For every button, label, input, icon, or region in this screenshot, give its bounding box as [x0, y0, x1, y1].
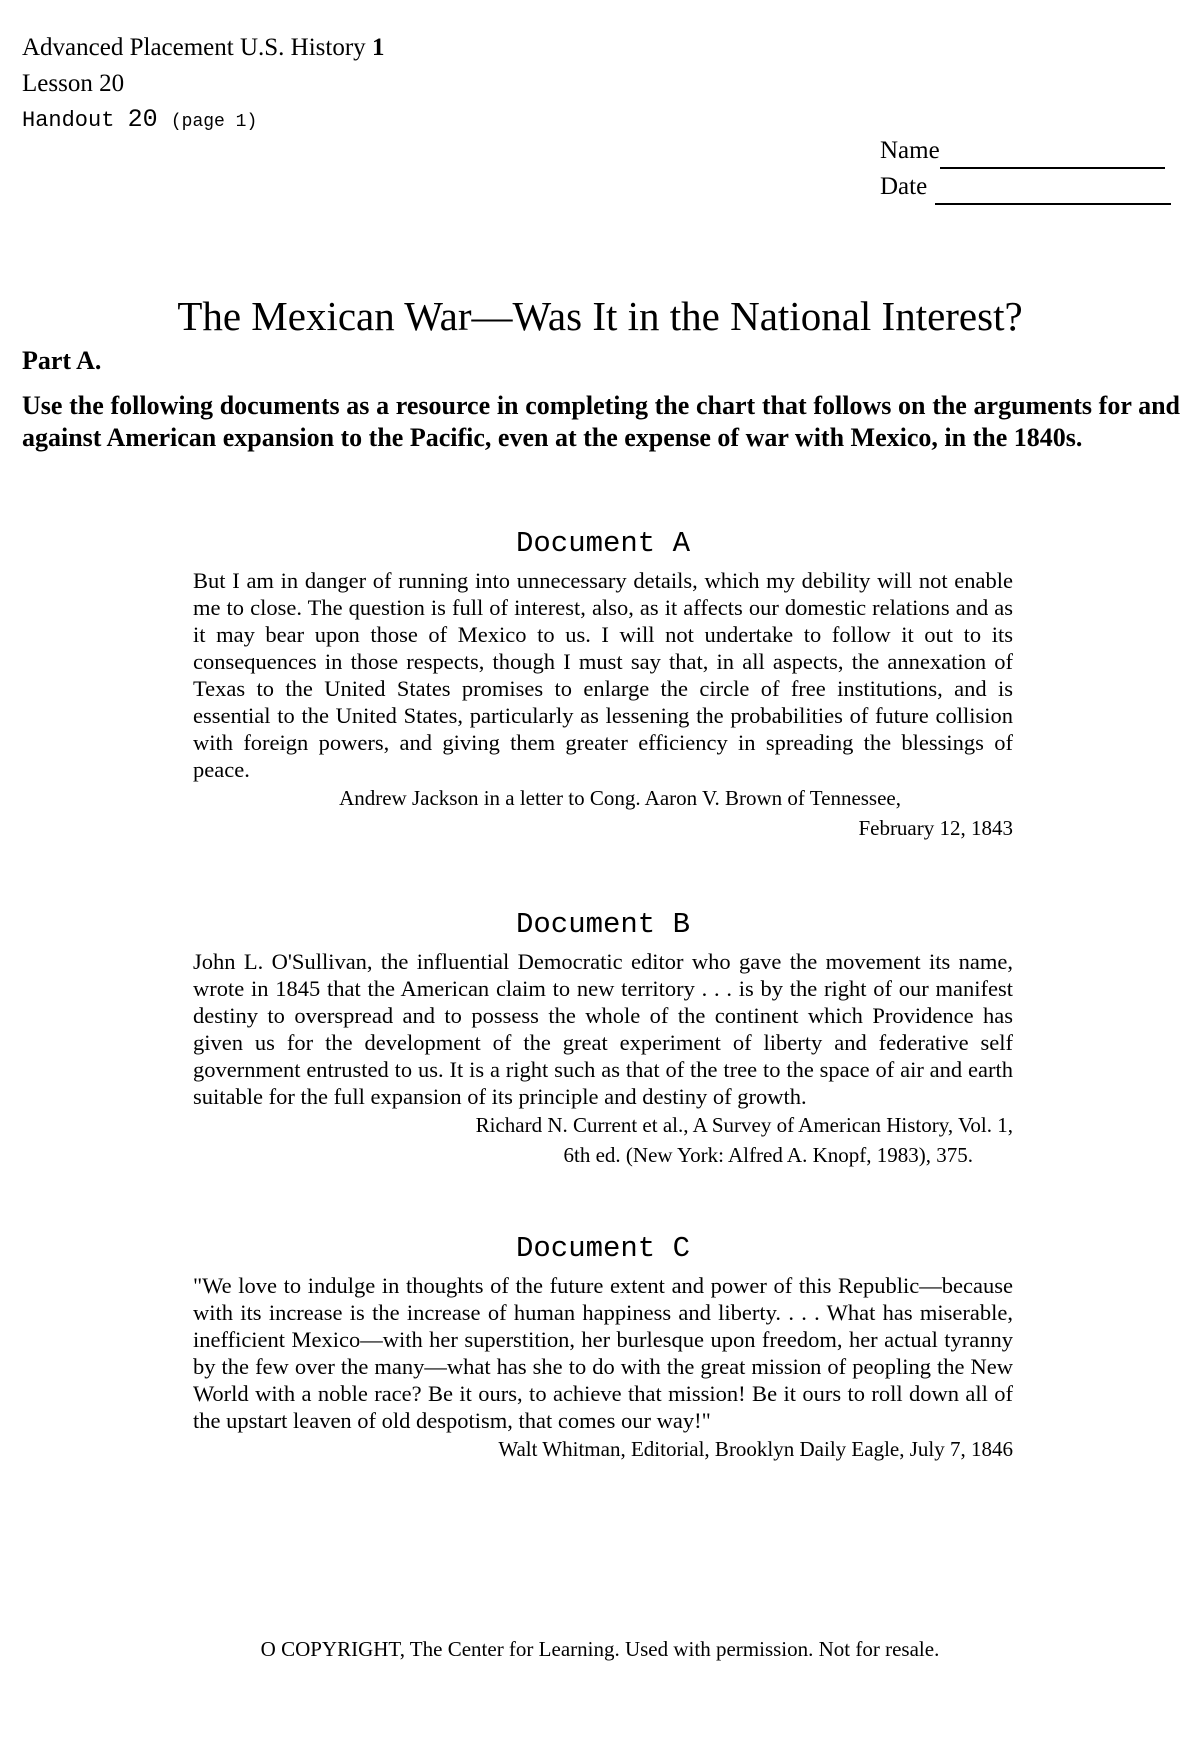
handout-label: Handout [22, 108, 115, 133]
document-c-text: "We love to indulge in thoughts of the future extent and power of this Republic—because with its increase is the increase of human happiness and liberty. . . . What has miserable, inefficient Mexico—with her superstition, her burlesque upon freedom, her actual tyranny by the few over the many—what has she to do with the great mission of peopling the New World with a noble race? Be it ours, to achieve that mission! Be it ours to roll down all of the upstart leaven of old despotism, that comes our way!" [193, 1273, 1013, 1433]
course-number: 1 [371, 34, 385, 61]
document-a-text: But I am in danger of running into unnecessary details, which my debility will not enable me to close. The question is full of interest, also, as it affects our domestic relations and as it may bear upon those of Mexico to us. I will not undertake to follow it out to its consequences in those respects, though I must say that, in all aspects, the annexation of Texas to the United States promises to enlarge the circle of free institutions, and is essential to the United States, particularly as lessening the probabilities of future collision with foreign powers, and giving them greater efficiency in spreading the blessings of peace. [193, 568, 1013, 782]
lesson-line: Lesson 20 [22, 70, 125, 97]
document-a-heading: Document A [515, 527, 691, 560]
document-c [193, 1232, 1013, 1464]
document-b [193, 908, 1013, 1170]
course-line [22, 30, 384, 66]
instructions: Use the following documents as a resource in completing the chart that follows on the arguments for and against American expansion to the Pacific, even at the expense of war with Mexico, in the 1840s. [22, 391, 1180, 452]
document-b-text: John L. O'Sullivan, the influential Democratic editor who gave the movement its name, wrote in 1845 that the American claim to new territory . . . is by the right of our manifest destiny to overspread and to possess the whole of the continent which Providence has given us for the development of the great experiment of liberty and federative self government entrusted to us. It is a right such as that of the tree to the space of air and earth suitable for the full expansion of its principle and destiny of growth. [193, 949, 1013, 1109]
handout-number: 20 [127, 105, 158, 134]
handout-line [22, 102, 384, 140]
document-c-source: Walt Whitman, Editorial, Brooklyn Daily Eagle, July 7, 1846 [498, 1437, 1013, 1461]
copyright-notice: O COPYRIGHT, The Center for Learning. Used with permission. Not for resale. [260, 1637, 940, 1661]
handout-header [22, 30, 384, 140]
date-field [880, 169, 1171, 205]
document-b-source-line-1: Richard N. Current et al., A Survey of American History, Vol. 1, [475, 1113, 1013, 1137]
name-field [880, 133, 1171, 169]
name-blank-line[interactable] [940, 145, 1165, 169]
name-label: Name [880, 137, 940, 164]
document-a-source-line-1: Andrew Jackson in a letter to Cong. Aaron V. Brown of Tennessee, [339, 786, 901, 810]
page-title: The Mexican War—Was It in the National Interest? [177, 293, 1023, 339]
part-label: Part A. [22, 346, 102, 375]
date-blank-line[interactable] [935, 181, 1171, 205]
document-a [193, 527, 1013, 843]
document-b-heading: Document B [515, 908, 691, 941]
document-b-source-line-2: 6th ed. (New York: Alfred A. Knopf, 1983), 375. [563, 1143, 973, 1167]
document-c-heading: Document C [515, 1232, 691, 1265]
name-date-fields [880, 133, 1171, 205]
document-a-source-line-2: February 12, 1843 [858, 816, 1013, 840]
course-title: Advanced Placement U.S. History [22, 34, 366, 61]
date-label: Date [880, 173, 928, 200]
handout-page: (page 1) [170, 112, 258, 132]
